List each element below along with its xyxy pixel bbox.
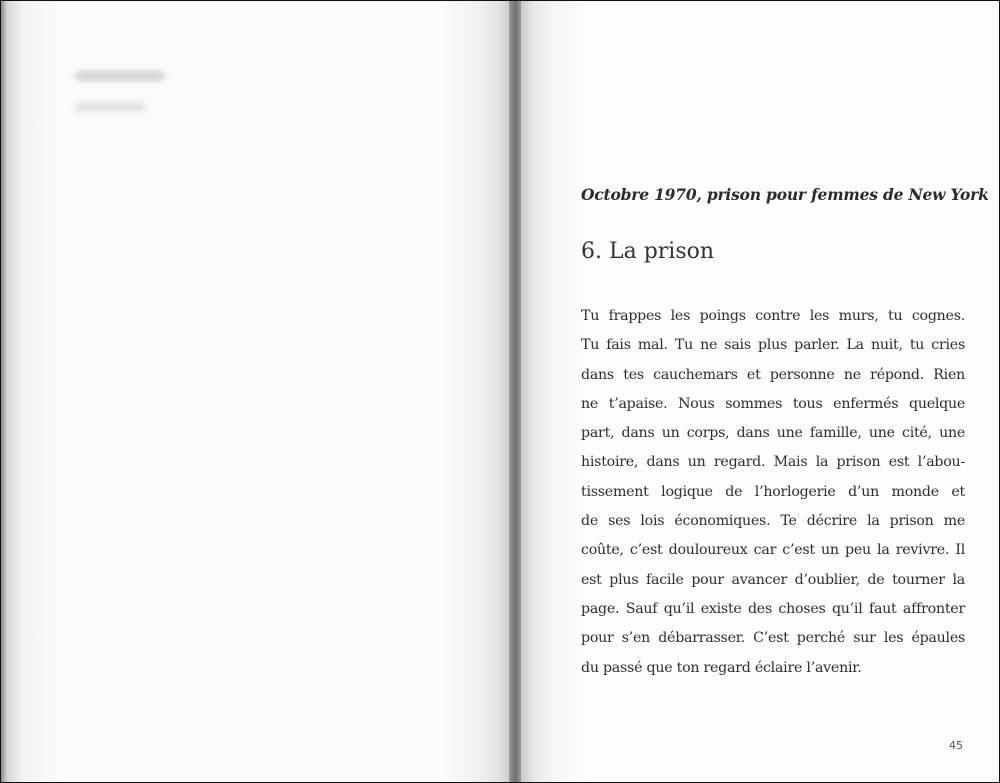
- chapter-subtitle: Octobre 1970, prison pour femmes de New York: [581, 185, 989, 204]
- body-line: tissement logique de l’horlogerie d’un monde et: [581, 483, 965, 500]
- show-through-text: [75, 71, 165, 81]
- body-line: pour s’en débarrasser. C’est perché sur les épaules: [581, 630, 965, 647]
- body-line: histoire, dans un regard. Mais la prison est l’abou-: [581, 454, 965, 471]
- body-line: page. Sauf qu’il existe des choses qu’il faut affronter: [581, 600, 965, 617]
- body-line: part, dans un corps, dans une famille, une cité, une: [581, 425, 965, 442]
- body-line: Tu frappes les poings contre les murs, tu cognes.: [581, 308, 965, 324]
- left-page: [1, 1, 515, 782]
- show-through-text: [75, 102, 145, 112]
- body-line: du passé que ton regard éclaire l’avenir.: [581, 659, 862, 676]
- body-line: dans tes cauchemars et personne ne répond. Rien: [581, 366, 965, 383]
- body-line: est plus facile pour avancer d’oublier, de tourner la: [581, 571, 965, 588]
- body-line: de ses lois économiques. Te décrire la prison me: [581, 513, 965, 530]
- body-paragraph: [581, 302, 965, 683]
- body-line: ne t’apaise. Nous sommes tous enfermés quelque: [581, 395, 965, 412]
- chapter-title: 6. La prison: [581, 239, 715, 264]
- page-number: 45: [949, 739, 963, 752]
- body-line: coûte, c’est douloureux car c’est un peu la revivre. Il: [581, 542, 965, 559]
- body-line: Tu fais mal. Tu ne sais plus parler. La nuit, tu cries: [581, 337, 965, 354]
